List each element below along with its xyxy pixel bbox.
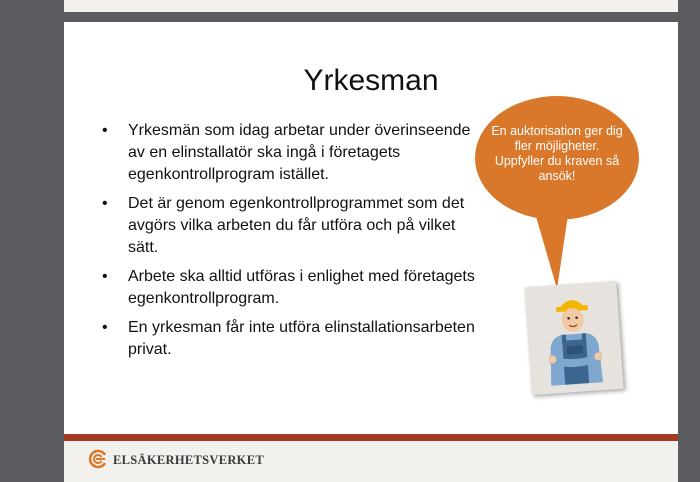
speech-bubble bbox=[473, 94, 641, 294]
bullet-item: • Arbete ska alltid utföras i enlighet med företagets egenkontrollprogram. bbox=[102, 266, 482, 310]
footer bbox=[64, 441, 678, 482]
bullet-item: • En yrkesman får inte utföra elinstallationsarbeten privat. bbox=[102, 317, 482, 361]
bullet-item: • Yrkesmän som idag arbetar under överinseende av en elinstallatör ska ingå i företagets egenkontrollprogram istället. bbox=[102, 120, 482, 186]
worker-icon bbox=[524, 281, 623, 395]
worker-illustration bbox=[524, 281, 623, 395]
speech-bubble-text: En auktorisation ger dig fler möjligheter. Uppfyller du kraven så ansök! bbox=[491, 124, 623, 183]
elsakerhetsverket-logo-icon bbox=[88, 449, 108, 469]
previous-slide-edge bbox=[64, 0, 678, 12]
logo-text: ELSÄKERHETSVERKET bbox=[113, 453, 264, 467]
footer-accent-bar bbox=[64, 434, 678, 441]
slide-title: Yrkesman bbox=[303, 64, 439, 97]
bullet-item: • Det är genom egenkontrollprogrammet som det avgörs vilka arbeten du får utföra och på vilket sätt. bbox=[102, 193, 482, 259]
slide bbox=[64, 22, 678, 482]
bullet-list bbox=[102, 120, 482, 368]
